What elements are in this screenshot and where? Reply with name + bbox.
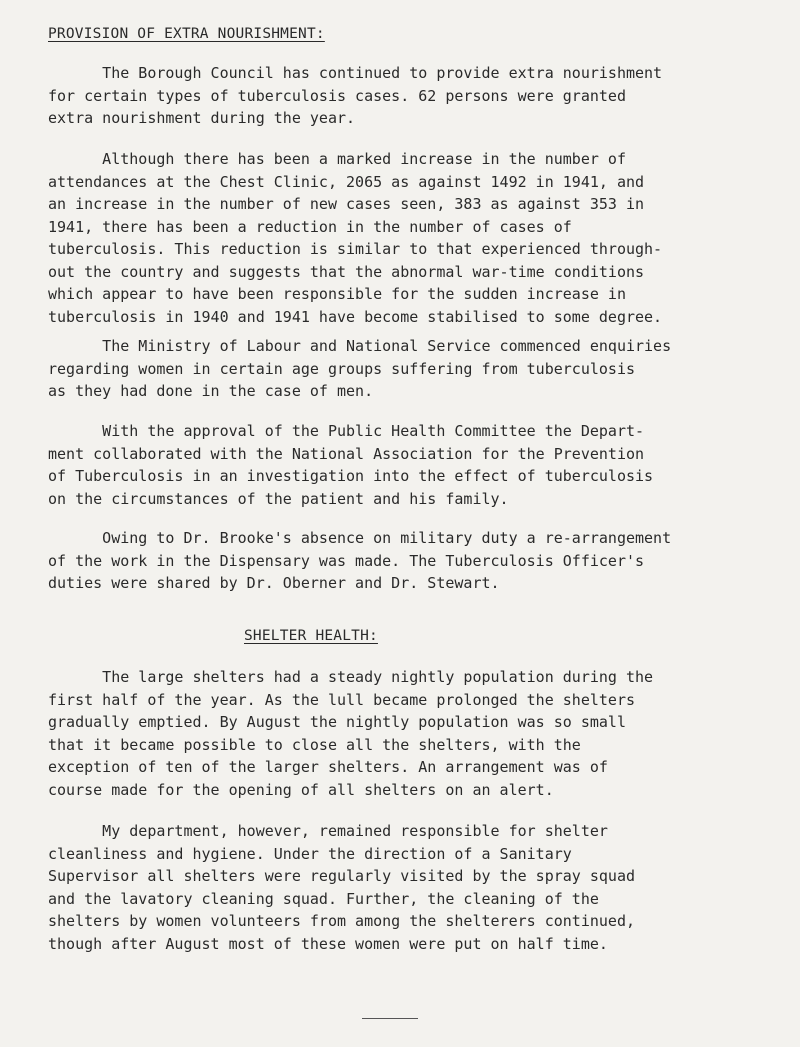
text-line: The Borough Council has continued to provide extra nourishment (48, 64, 663, 82)
text-line: ment collaborated with the National Association for the Prevention (48, 444, 645, 463)
text-line: though after August most of these women were put on half time. (48, 934, 608, 953)
text-line: gradually emptied. By August the nightly population was so small (48, 713, 626, 731)
text-line: shelters by women volunteers from among the shelterers continued, (48, 912, 635, 930)
paragraph-investigation (48, 420, 748, 510)
paragraph-extra-nourishment (48, 62, 748, 130)
text-line: for certain types of tuberculosis cases. 62 persons were granted (48, 86, 626, 105)
text-line: an increase in the number of new cases seen, 383 as against 353 in (48, 195, 645, 213)
paragraph-shelter-cleanliness (48, 820, 748, 955)
footer-divider (362, 1018, 418, 1019)
text-line: tuberculosis. This reduction is similar to that experienced through- (48, 240, 663, 258)
text-line: tuberculosis in 1940 and 1941 have become stabilised to some degree. (48, 307, 663, 326)
text-line: The large shelters had a steady nightly population during the (48, 668, 654, 686)
text-line: regarding women in certain age groups suffering from tuberculosis (48, 359, 635, 378)
text-line: of Tuberculosis in an investigation into the effect of tuberculosis (48, 467, 654, 485)
text-line: Although there has been a marked increase in the number of (48, 150, 626, 168)
text-line: that it became possible to close all the shelters, with the (48, 735, 581, 754)
text-line: With the approval of the Public Health Committee the Depart- (48, 422, 645, 440)
text-line: and the lavatory cleaning squad. Further, the cleaning of the (48, 889, 599, 908)
paragraph-dispensary-rearrangement (48, 527, 748, 595)
text-line: Supervisor all shelters were regularly visited by the spray squad (48, 867, 635, 885)
text-line: course made for the opening of all shelters on an alert. (48, 780, 554, 799)
text-line: out the country and suggests that the abnormal war-time conditions (48, 262, 645, 281)
text-line: as they had done in the case of men. (48, 382, 374, 400)
text-line: first half of the year. As the lull became prolonged the shelters (48, 690, 635, 709)
text-line: 1941, there has been a reduction in the number of cases of (48, 217, 572, 236)
paragraph-ministry-enquiries (48, 335, 748, 403)
text-line: cleanliness and hygiene. Under the direction of a Sanitary (48, 844, 572, 863)
text-line: of the work in the Dispensary was made. The Tuberculosis Officer's (48, 551, 645, 570)
text-line: The Ministry of Labour and National Service commenced enquiries (48, 337, 672, 355)
paragraph-chest-clinic (48, 148, 748, 328)
text-line: on the circumstances of the patient and his family. (48, 489, 509, 508)
text-line: which appear to have been responsible for the sudden increase in (48, 285, 626, 303)
paragraph-shelter-population (48, 666, 748, 801)
text-line: Owing to Dr. Brooke's absence on military duty a re-arrangement (48, 529, 672, 547)
section-heading-shelter-health: SHELTER HEALTH: (244, 628, 378, 644)
section-heading-extra-nourishment: PROVISION OF EXTRA NOURISHMENT: (48, 26, 325, 42)
text-line: duties were shared by Dr. Oberner and Dr. Stewart. (48, 574, 500, 592)
text-line: exception of ten of the larger shelters. An arrangement was of (48, 758, 608, 776)
text-line: attendances at the Chest Clinic, 2065 as against 1492 in 1941, and (48, 172, 645, 191)
text-line: extra nourishment during the year. (48, 109, 356, 127)
text-line: My department, however, remained responsible for shelter (48, 822, 608, 840)
